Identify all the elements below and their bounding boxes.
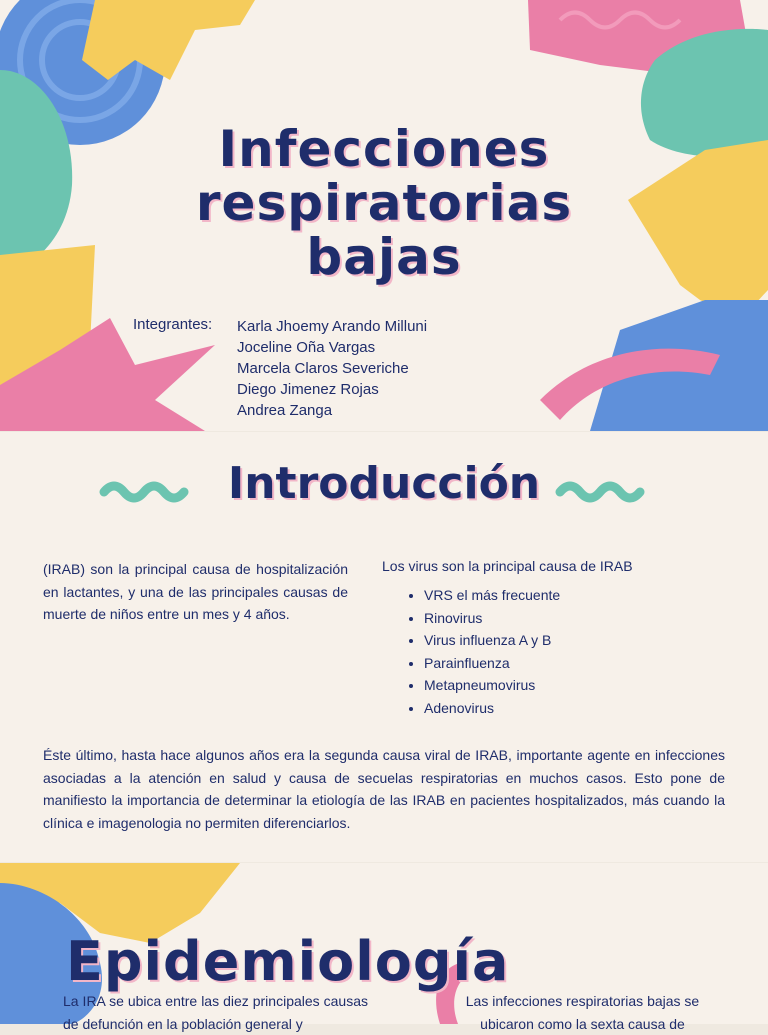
- presentation-title: [0, 122, 768, 284]
- integrantes-label: Integrantes:: [133, 316, 213, 333]
- title-line-1: Infecciones: [218, 120, 550, 178]
- introduction-title: Introducción: [227, 458, 541, 509]
- member-name: Andrea Zanga: [237, 402, 333, 419]
- title-line-3: bajas: [306, 228, 462, 286]
- list-item: • Rinovirus: [424, 607, 560, 630]
- member-name: Diego Jimenez Rojas: [237, 381, 379, 398]
- members-list: [237, 316, 427, 421]
- member-name: Joceline Oña Vargas: [237, 339, 376, 356]
- epi-right-paragraph: Las infecciones respiratorias bajas se ubicaron como la sexta causa de: [465, 993, 700, 1032]
- member-name: Karla Jhoemy Arando Milluni: [237, 318, 428, 335]
- title-line-2: respiratorias: [195, 174, 573, 232]
- list-item: • Virus influenza A y B: [424, 629, 560, 652]
- member-name: Marcela Claros Severiche: [237, 360, 409, 377]
- list-item: • VRS el más frecuente: [424, 584, 560, 607]
- title-slide: [0, 0, 768, 431]
- list-item: • Metapneumovirus: [424, 674, 560, 697]
- intro-left-paragraph: (IRAB) son la principal causa de hospitalización en lactantes, y una de las principales causas de muerte de niños entre un mes y 4 años.: [43, 561, 348, 622]
- virus-list: [408, 584, 560, 720]
- intro-bottom-paragraph: Éste último, hasta hace algunos años era la segunda causa viral de IRAB, importante agente en infecciones asociadas a la atención en salud y causa de secuelas respiratorias en muchos casos. Esto pone de manifiesto la importancia de determinar la etiología de las IRAB en pacientes hospitalizados, más cuando la clínica e imagenologia no permiten diferenciarlos.: [43, 747, 725, 831]
- epi-left-paragraph: La IRA se ubica entre las diez principales causas de defunción en la población general y: [63, 993, 368, 1032]
- list-item: • Parainfluenza: [424, 652, 560, 675]
- list-item: • Adenovirus: [424, 697, 560, 720]
- epidemiology-title: Epidemiología: [66, 930, 510, 993]
- virus-heading: Los virus son la principal causa de IRAB: [382, 558, 633, 574]
